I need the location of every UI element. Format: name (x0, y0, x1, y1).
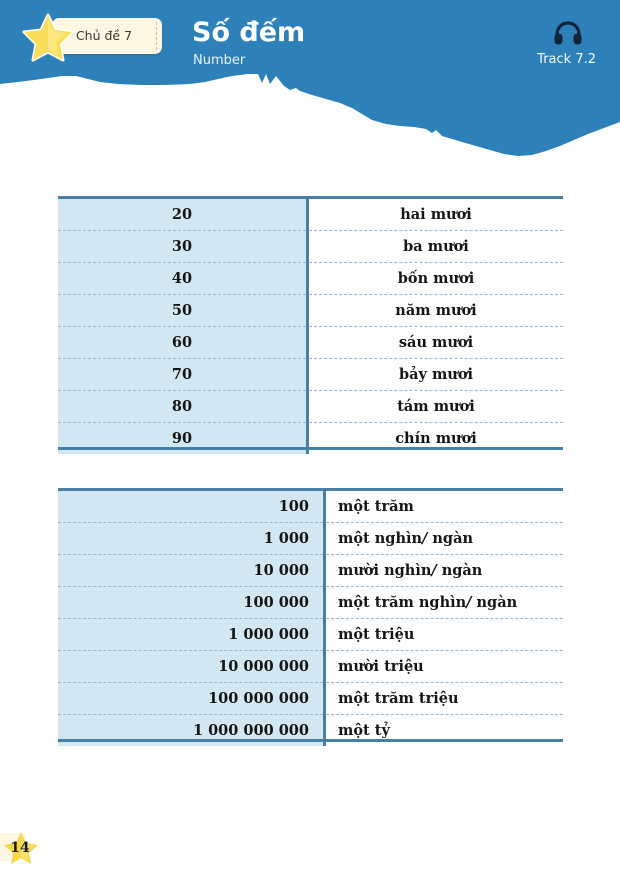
tens-number-table (58, 199, 563, 454)
bigs-table-body (58, 491, 563, 746)
number-cell: 100 (58, 491, 325, 523)
track-label: Track 7.2 (537, 52, 596, 67)
word-cell: ba mươi (308, 231, 564, 263)
word-cell: năm mươi (308, 295, 564, 327)
topic-badge-label: Chủ đề 7 (75, 28, 133, 43)
number-cell: 50 (58, 295, 308, 327)
table-row (58, 523, 563, 555)
number-cell: 60 (58, 327, 308, 359)
table-row (58, 651, 563, 683)
page-number: 14 (10, 840, 30, 856)
word-cell: bốn mươi (308, 263, 564, 295)
word-cell: bảy mươi (308, 359, 564, 391)
big-number-table (58, 491, 563, 746)
number-cell: 1 000 000 (58, 619, 325, 651)
table-row (58, 683, 563, 715)
word-cell: sáu mươi (308, 327, 564, 359)
page-header (0, 0, 620, 190)
number-cell: 1 000 000 000 (58, 715, 325, 747)
table-row (58, 391, 563, 423)
headphone-icon (553, 20, 583, 46)
number-cell: 10 000 000 (58, 651, 325, 683)
word-cell: một trăm (325, 491, 564, 523)
table-row (58, 199, 563, 231)
word-cell: một trăm nghìn/ ngàn (325, 587, 564, 619)
word-cell: một nghìn/ ngàn (325, 523, 564, 555)
word-cell: một triệu (325, 619, 564, 651)
table-row (58, 295, 563, 327)
word-cell: một trăm triệu (325, 683, 564, 715)
table-row (58, 619, 563, 651)
number-cell: 1 000 (58, 523, 325, 555)
word-cell: mười nghìn/ ngàn (325, 555, 564, 587)
table-row (58, 263, 563, 295)
word-cell: hai mươi (308, 199, 564, 231)
table-row (58, 491, 563, 523)
page-subtitle: Number (193, 53, 246, 68)
table-row (58, 587, 563, 619)
page-title: Số đếm (192, 17, 306, 48)
number-cell: 100 000 000 (58, 683, 325, 715)
number-cell: 10 000 (58, 555, 325, 587)
number-cell: 40 (58, 263, 308, 295)
bigs-table-bottom-rule (58, 739, 563, 742)
tens-table-body (58, 199, 563, 454)
number-cell: 90 (58, 423, 308, 455)
word-cell: mười triệu (325, 651, 564, 683)
number-cell: 100 000 (58, 587, 325, 619)
number-cell: 80 (58, 391, 308, 423)
number-cell: 30 (58, 231, 308, 263)
word-cell: tám mươi (308, 391, 564, 423)
word-cell: một tỷ (325, 715, 564, 747)
table-row (58, 555, 563, 587)
table-row (58, 231, 563, 263)
tens-table-bottom-rule (58, 447, 563, 450)
number-cell: 20 (58, 199, 308, 231)
table-row (58, 327, 563, 359)
table-row (58, 359, 563, 391)
number-cell: 70 (58, 359, 308, 391)
word-cell: chín mươi (308, 423, 564, 455)
